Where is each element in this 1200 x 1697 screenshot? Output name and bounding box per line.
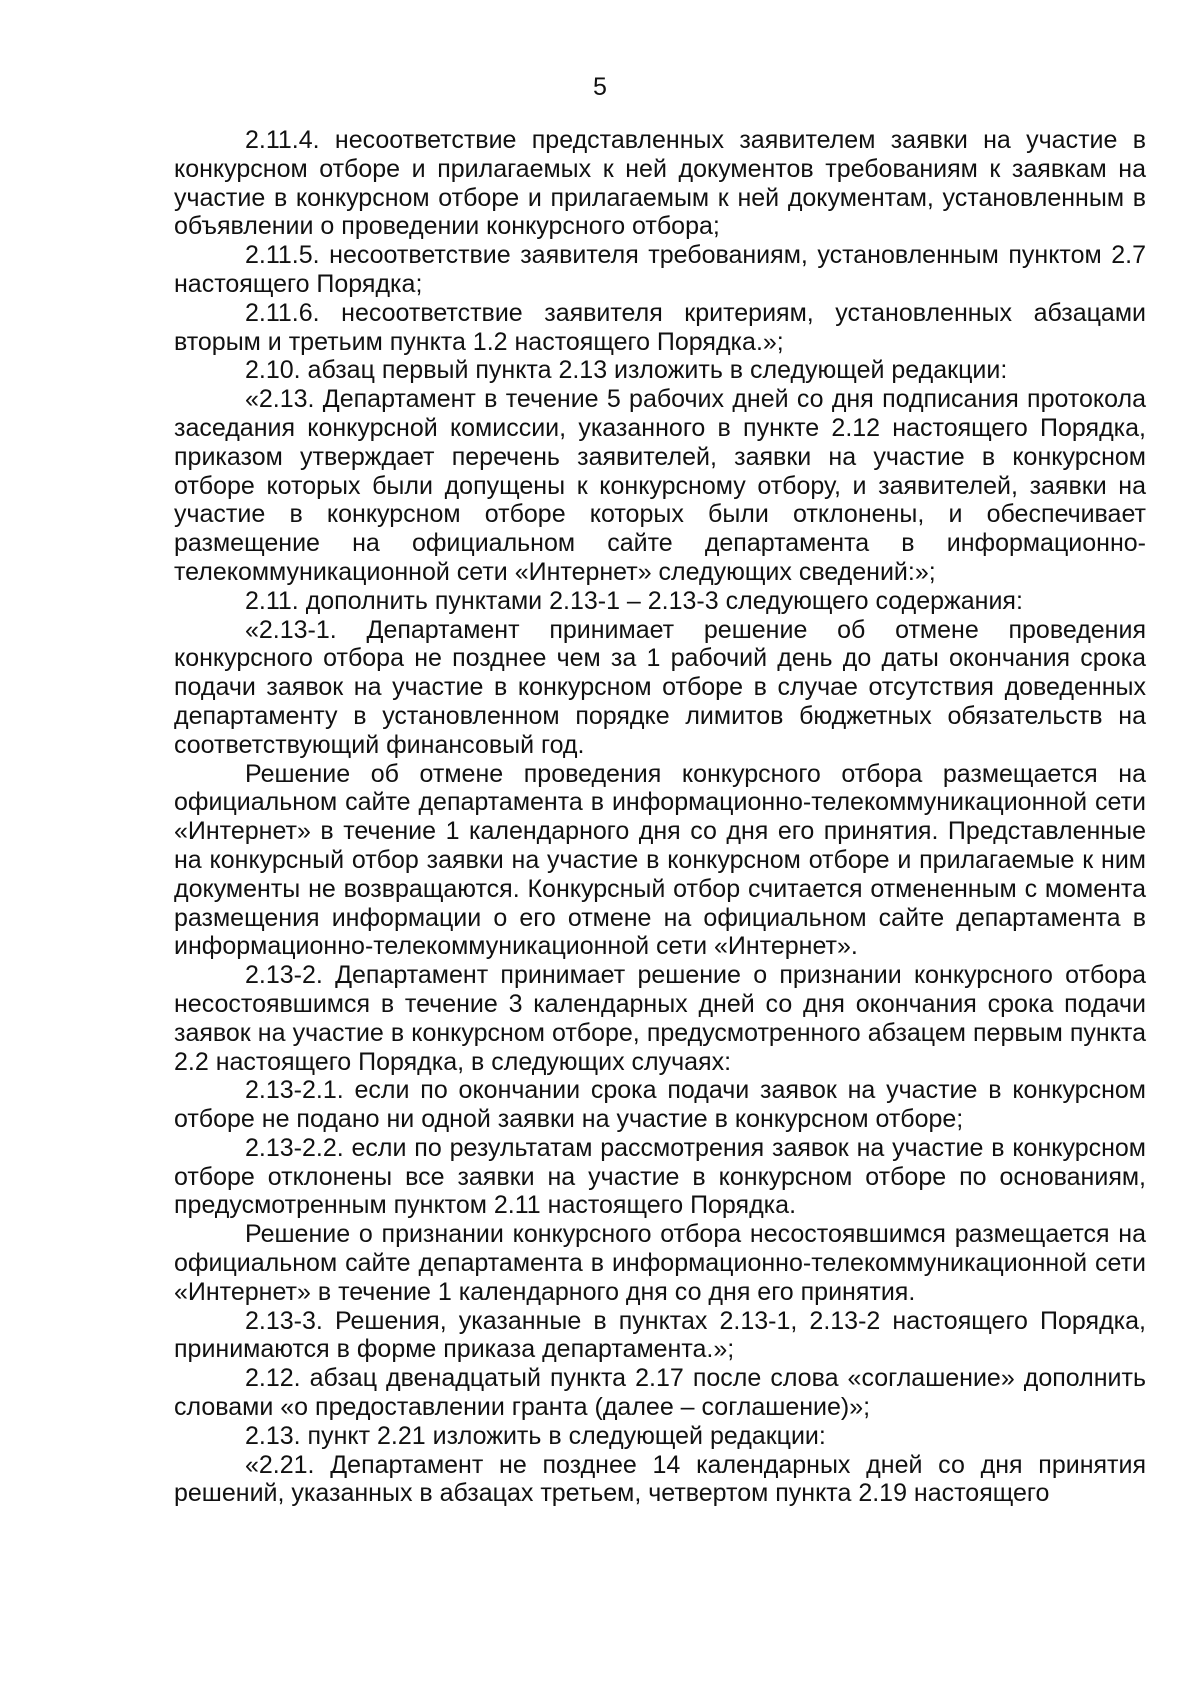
paragraph-2-11-4: 2.11.4. несоответствие представленных заявителем заявки на участие в конкурсном отборе и прилагаемых к ней документов требованиям к заявкам на участие в конкурсном отборе и прилагаемым к ней документам, установленным в объявлении о проведении конкурсного отбора; bbox=[174, 126, 1146, 241]
paragraph-2-13-2: 2.13-2. Департамент принимает решение о признании конкурсного отбора несостоявшимся в течение 3 календарных дней со дня окончания срока подачи заявок на участие в конкурсном отборе, предусмотренного абзацем первым пункта 2.2 настоящего Порядка, в следующих случаях: bbox=[174, 961, 1146, 1076]
paragraph-2-13: «2.13. Департамент в течение 5 рабочих дней со дня подписания протокола заседания конкурсной комиссии, указанного в пункте 2.12 настоящего Порядка, приказом утверждает перечень заявителей, заявки на участие в конкурсном отборе которых были допущены к конкурсному отбору, и заявителей, заявки на участие в конкурсном отборе которых были отклонены, и обеспечивает размещение на официальном сайте департамента в информационно-телекоммуникационной сети «Интернет» следующих сведений:»; bbox=[174, 385, 1146, 586]
paragraph-2-10: 2.10. абзац первый пункта 2.13 изложить в следующей редакции: bbox=[245, 356, 1008, 385]
paragraph-cancellation-decision: Решение об отмене проведения конкурсного отбора размещается на официальном сайте департамента в информационно-телекоммуникационной сети «Интернет» в течение 1 календарного дня со дня его принятия. Представленные на конкурсный отбор заявки на участие в конкурсном отборе и прилагаемые к ним документы не возвращаются. Конкурсный отбор считается отмененным с момента размещения информации о его отмене на официальном сайте департамента в информационно-телекоммуникационной сети «Интернет». bbox=[174, 759, 1146, 961]
paragraph-2-13-2-1: 2.13-2.1. если по окончании срока подачи заявок на участие в конкурсном отборе не подано ни одной заявки на участие в конкурсном отборе; bbox=[174, 1076, 1146, 1134]
paragraph-2-21: «2.21. Департамент не позднее 14 календарных дней со дня принятия решений, указанных в абзацах третьем, четвертом пункта 2.19 настоящего bbox=[174, 1450, 1146, 1508]
paragraph-2-11-5: 2.11.5. несоответствие заявителя требованиям, установленным пунктом 2.7 настоящего Порядка; bbox=[174, 241, 1146, 298]
paragraph-2-11-6: 2.11.6. несоответствие заявителя критериям, установленных абзацами вторым и третьим пункта 1.2 настоящего Порядка.»; bbox=[174, 298, 1146, 356]
paragraph-2-13-item: 2.13. пункт 2.21 изложить в следующей редакции: bbox=[245, 1421, 826, 1450]
paragraph-failed-selection-decision: Решение о признании конкурсного отбора несостоявшимся размещается на официальном сайте департамента в информационно-телекоммуникационной сети «Интернет» в течение 1 календарного дня со дня его принятия. bbox=[174, 1220, 1146, 1306]
page-number: 5 bbox=[593, 73, 607, 101]
document-body bbox=[174, 126, 1146, 1508]
paragraph-2-13-2-2: 2.13-2.2. если по результатам рассмотрения заявок на участие в конкурсном отборе отклонены все заявки на участие в конкурсном отборе по основаниям, предусмотренным пунктом 2.11 настоящего Порядка. bbox=[174, 1133, 1146, 1220]
paragraph-2-13-3: 2.13-3. Решения, указанные в пунктах 2.13-1, 2.13-2 настоящего Порядка, принимаются в форме приказа департамента.»; bbox=[174, 1306, 1146, 1364]
paragraph-2-13-1: «2.13-1. Департамент принимает решение об отмене проведения конкурсного отбора не позднее чем за 1 рабочий день до даты окончания срока подачи заявок на участие в конкурсном отборе в случае отсутствия доведенных департаменту в установленном порядке лимитов бюджетных обязательств на соответствующий финансовый год. bbox=[174, 615, 1146, 759]
paragraph-2-12: 2.12. абзац двенадцатый пункта 2.17 после слова «соглашение» дополнить словами «о предоставлении гранта (далее – соглашение)»; bbox=[174, 1364, 1146, 1422]
paragraph-2-11: 2.11. дополнить пунктами 2.13-1 – 2.13-3 следующего содержания: bbox=[245, 586, 1023, 615]
